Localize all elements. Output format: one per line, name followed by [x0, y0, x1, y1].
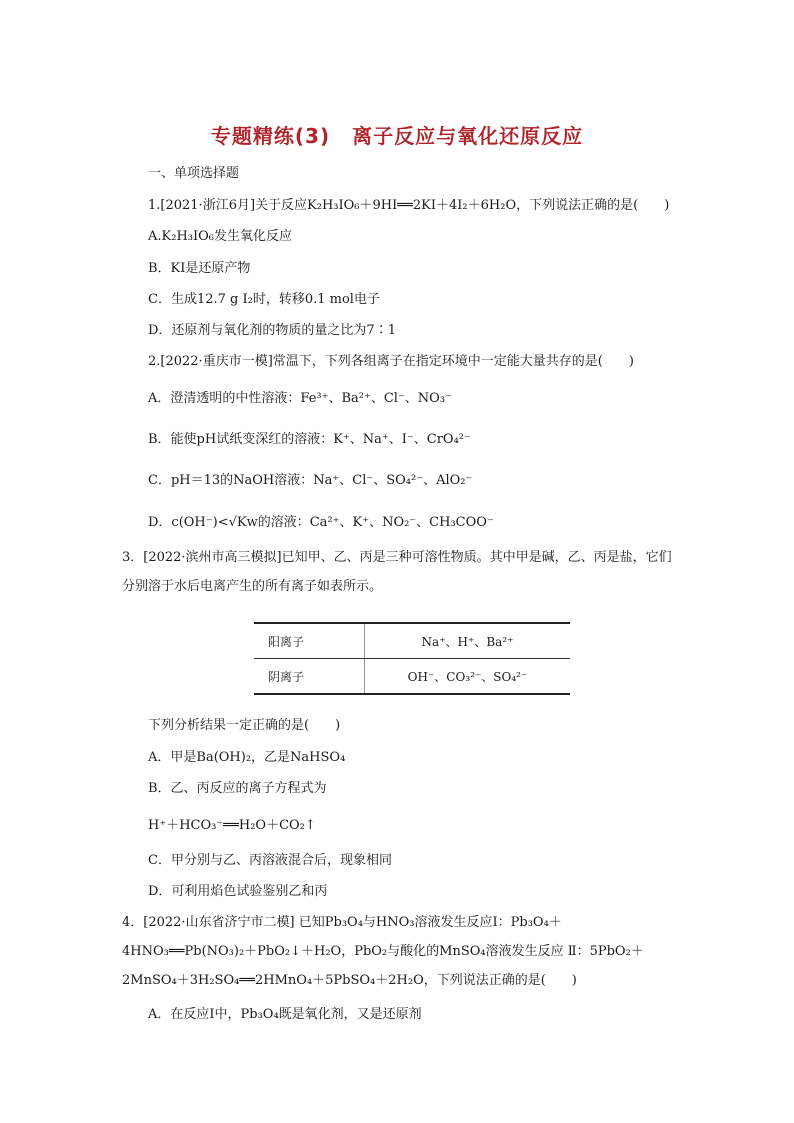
q3-option-c[interactable]: C．甲分别与乙、丙溶液混合后，现象相同 — [148, 853, 392, 868]
table-row — [254, 623, 570, 659]
q2-option-a[interactable]: A．澄清透明的中性溶液：Fe³⁺、Ba²⁺、Cl⁻、NO₃⁻ — [148, 391, 452, 406]
table-row — [254, 659, 570, 695]
ion-table-cation-label: 阳离子 — [254, 623, 365, 659]
title-topic-number: 专题精练(3) — [210, 124, 331, 148]
q1-stem: 1.[2021·浙江6月]关于反应K₂H₃IO₆＋9HI══2KI＋4I₂＋6H₂O，下列说法正确的是( ) — [148, 198, 670, 213]
q1-option-a[interactable]: A.K₂H₃IO₆发生氧化反应 — [148, 229, 292, 244]
ion-table-cation-values: Na⁺、H⁺、Ba²⁺ — [365, 623, 571, 659]
q1-option-c[interactable]: C．生成12.7 g I₂时，转移0.1 mol电子 — [148, 292, 380, 307]
q4-stem: 4．[2022·山东省济宁市二模] 已知Pb₃O₄与HNO₃溶液发生反应Ⅰ：Pb₃O₄＋4HNO₃══Pb(NO₃)₂＋PbO₂↓＋H₂O，PbO₂与酸化的MnSO₄溶液发生反应 Ⅱ：5PbO₂＋2MnSO₄＋3H₂SO₄══2HMnO₄＋5PbSO₄＋2H₂O，下列说法正确的是( ) — [122, 915, 644, 988]
q3-option-d[interactable]: D．可利用焰色试验鉴别乙和丙 — [148, 884, 328, 899]
title-topic-name: 离子反应与氧化还原反应 — [352, 124, 584, 148]
q3-option-b[interactable]: B．乙、丙反应的离子方程式为 — [148, 781, 327, 796]
ion-table-anion-label: 阴离子 — [254, 659, 365, 695]
q2-stem: 2.[2022·重庆市一模]常温下，下列各组离子在指定环境中一定能大量共存的是( ) — [148, 354, 634, 369]
q2-option-c[interactable]: C．pH＝13的NaOH溶液：Na⁺、Cl⁻、SO₄²⁻、AlO₂⁻ — [148, 473, 473, 488]
ion-table-anion-values: OH⁻、CO₃²⁻、SO₄²⁻ — [365, 659, 571, 695]
q3-stem: 3．[2022·滨州市高三模拟]已知甲、乙、丙是三种可溶性物质。其中甲是碱，乙、丙是盐，它们分别溶于水后电离产生的所有离子如表所示。 — [122, 550, 672, 594]
q3-option-a[interactable]: A．甲是Ba(OH)₂，乙是NaHSO₄ — [148, 750, 346, 765]
q1-option-d[interactable]: D．还原剂与氧化剂的物质的量之比为7∶1 — [148, 323, 396, 338]
q3-question: 下列分析结果一定正确的是( ) — [148, 718, 341, 733]
page-title — [0, 120, 794, 149]
q1-option-b[interactable]: B．KI是还原产物 — [148, 261, 251, 276]
q2-option-b[interactable]: B．能使pH试纸变深红的溶液：K⁺、Na⁺、I⁻、CrO₄²⁻ — [148, 432, 471, 447]
ion-table — [254, 622, 570, 695]
q2-option-d[interactable]: D．c(OH⁻)<√Kw的溶液：Ca²⁺、K⁺、NO₂⁻、CH₃COO⁻ — [148, 515, 494, 530]
section-heading: 一、单项选择题 — [148, 166, 240, 181]
q4-option-a[interactable]: A．在反应Ⅰ中，Pb₃O₄既是氧化剂，又是还原剂 — [148, 1007, 422, 1022]
q3-option-b-equation: H⁺＋HCO₃⁻══H₂O＋CO₂↑ — [148, 818, 316, 833]
